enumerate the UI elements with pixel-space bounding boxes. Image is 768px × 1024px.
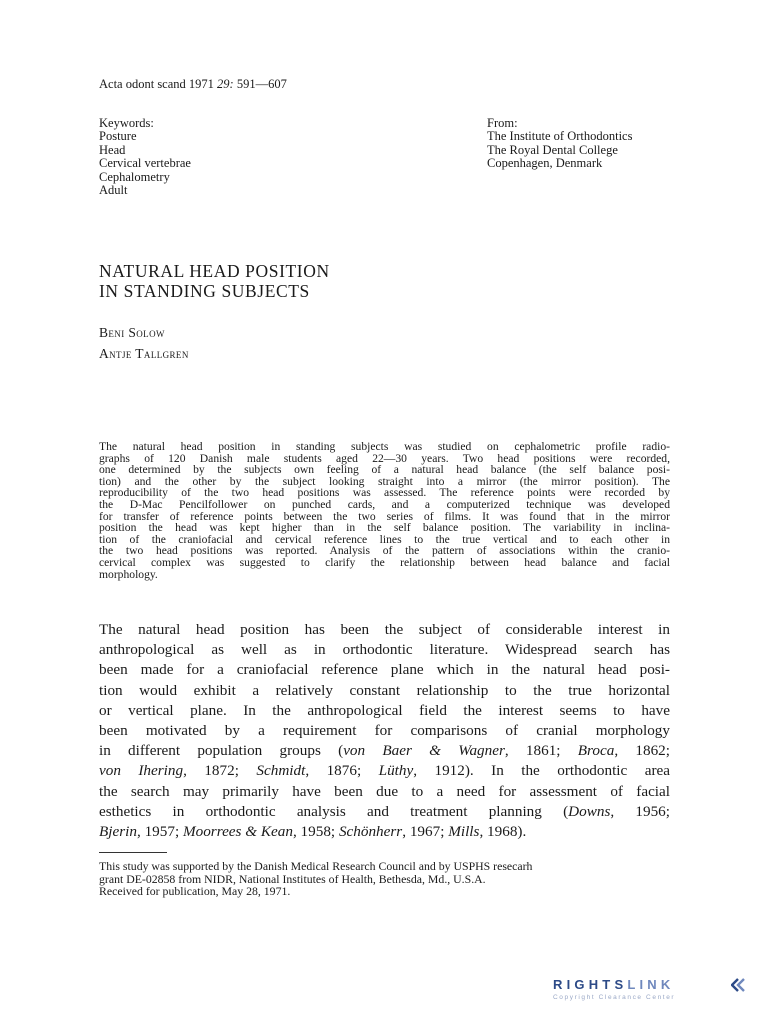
abstract-line: the two head positions was reported. Analysis of the pattern of associations within the cranio-	[99, 544, 670, 558]
citation-pages: 591—607	[233, 77, 287, 91]
abstract-line: position the head was kept higher than in the self balance position. The variability in inclina-	[99, 521, 670, 535]
keyword-item: Adult	[99, 183, 128, 198]
keywords-heading: Keywords:	[99, 116, 154, 130]
body-text	[99, 620, 670, 842]
abstract-line: one determined by the subjects own feeling of a natural head balance (the self balance posi-	[99, 463, 670, 477]
chevrons-icon	[731, 978, 749, 992]
logo-text-light: LINK	[627, 977, 675, 992]
logo-wordmark	[553, 977, 674, 992]
body-line: the search may primarily have been due to a need for assessment of facial	[99, 782, 670, 800]
abstract-line: for transfer of reference points between the two series of films. It was found that in the mirror	[99, 509, 670, 523]
cited-author: Broca	[577, 742, 615, 760]
footnote-line: Received for publication, May 28, 1971.	[99, 884, 291, 899]
affiliation-line: Copenhagen, Denmark	[487, 156, 603, 171]
keyword-item: Cephalometry	[99, 169, 170, 184]
footnote-line: grant DE-02858 from NIDR, National Institutes of Health, Bethesda, Md., U.S.A.	[99, 871, 486, 886]
cited-author: Bjerin	[99, 823, 137, 841]
cited-author: Moorrees & Kean	[182, 823, 293, 841]
citation-journal: Acta odont scand 1971	[99, 77, 218, 91]
citation-volume: 29:	[217, 77, 234, 91]
body-line: tion would exhibit a relatively constant relationship to the true horizontal	[99, 681, 670, 699]
body-line: Bjerin, 1957; Moorrees & Kean, 1958; Schönherr, 1967; Mills, 1968).	[99, 823, 527, 841]
cited-author: Schönherr	[338, 823, 403, 841]
cited-author: Lüthy	[378, 762, 414, 780]
affiliation-line: The Institute of Orthodontics	[487, 129, 633, 144]
cited-author: von Baer & Wagner	[343, 742, 505, 760]
body-line: anthropological as well as in orthodontic literature. Widespread search has	[99, 641, 670, 659]
cited-author: Mills	[448, 823, 480, 841]
affiliation-block	[487, 117, 632, 171]
keyword-item: Posture	[99, 129, 137, 144]
author-name: Antje Tallgren	[99, 346, 189, 361]
keyword-item: Head	[99, 142, 126, 157]
abstract-line: graphs of 120 Danish male students aged 22—30 years. Two head positions were recorded,	[99, 451, 670, 465]
body-line: von Ihering, 1872; Schmidt, 1876; Lüthy, 1912). In the orthodontic area	[99, 762, 670, 780]
logo-text-dark: RIGHTS	[553, 977, 628, 992]
title-line: NATURAL HEAD POSITION	[99, 261, 330, 281]
body-line: The natural head position has been the subject of considerable interest in	[99, 621, 670, 638]
article-title	[99, 261, 330, 301]
footnote-line: This study was supported by the Danish Medical Research Council and by USPHS resecarh	[99, 859, 533, 873]
body-line: or vertical plane. In the anthropological field the interest seems to have	[99, 701, 670, 719]
keyword-item: Cervical vertebrae	[99, 156, 191, 171]
body-line: in different population groups (von Baer & Wagner, 1861; Broca, 1862;	[99, 742, 670, 760]
abstract-line: tion) and the other by the subject looking straight into a mirror (the mirror position). The	[99, 474, 670, 488]
body-line: esthetics in orthodontic analysis and treatment planning (Downs, 1956;	[99, 802, 670, 820]
abstract	[99, 441, 670, 580]
title-line: IN STANDING SUBJECTS	[99, 281, 310, 301]
authors-block	[99, 322, 189, 364]
body-line: been motivated by a requirement for comparisons of cranial morphology	[99, 722, 670, 740]
logo-subtitle: Copyright Clearance Center	[553, 994, 676, 1001]
author-name: Beni Solow	[99, 325, 165, 340]
citation-line	[99, 77, 287, 92]
cited-author: Schmidt	[256, 762, 306, 780]
keywords-block	[99, 117, 191, 197]
footnote-rule	[99, 852, 167, 853]
rightslink-logo[interactable]	[553, 977, 753, 1007]
abstract-line: reproducibility of the two head positions was assessed. The reference points were recorded by	[99, 486, 670, 500]
abstract-line: morphology.	[99, 567, 158, 581]
body-line: been made for a craniofacial reference plane which in the natural head posi-	[99, 661, 670, 679]
abstract-line: tion of the craniofacial and cervical reference lines to the true vertical and to each other in	[99, 532, 670, 546]
footnote	[99, 860, 532, 898]
affiliation-line: The Royal Dental College	[487, 142, 618, 157]
abstract-line: the D-Mac Pencilfollower on punched cards, and a computerized technique was developed	[99, 497, 670, 511]
cited-author: von Ihering	[99, 762, 184, 780]
affiliation-heading: From:	[487, 116, 518, 130]
abstract-line: The natural head position in standing subjects was studied on cephalometric profile radio-	[99, 440, 670, 453]
abstract-line: cervical complex was suggested to clarify the relationship between head balance and facial	[99, 555, 670, 569]
cited-author: Downs	[568, 802, 611, 820]
